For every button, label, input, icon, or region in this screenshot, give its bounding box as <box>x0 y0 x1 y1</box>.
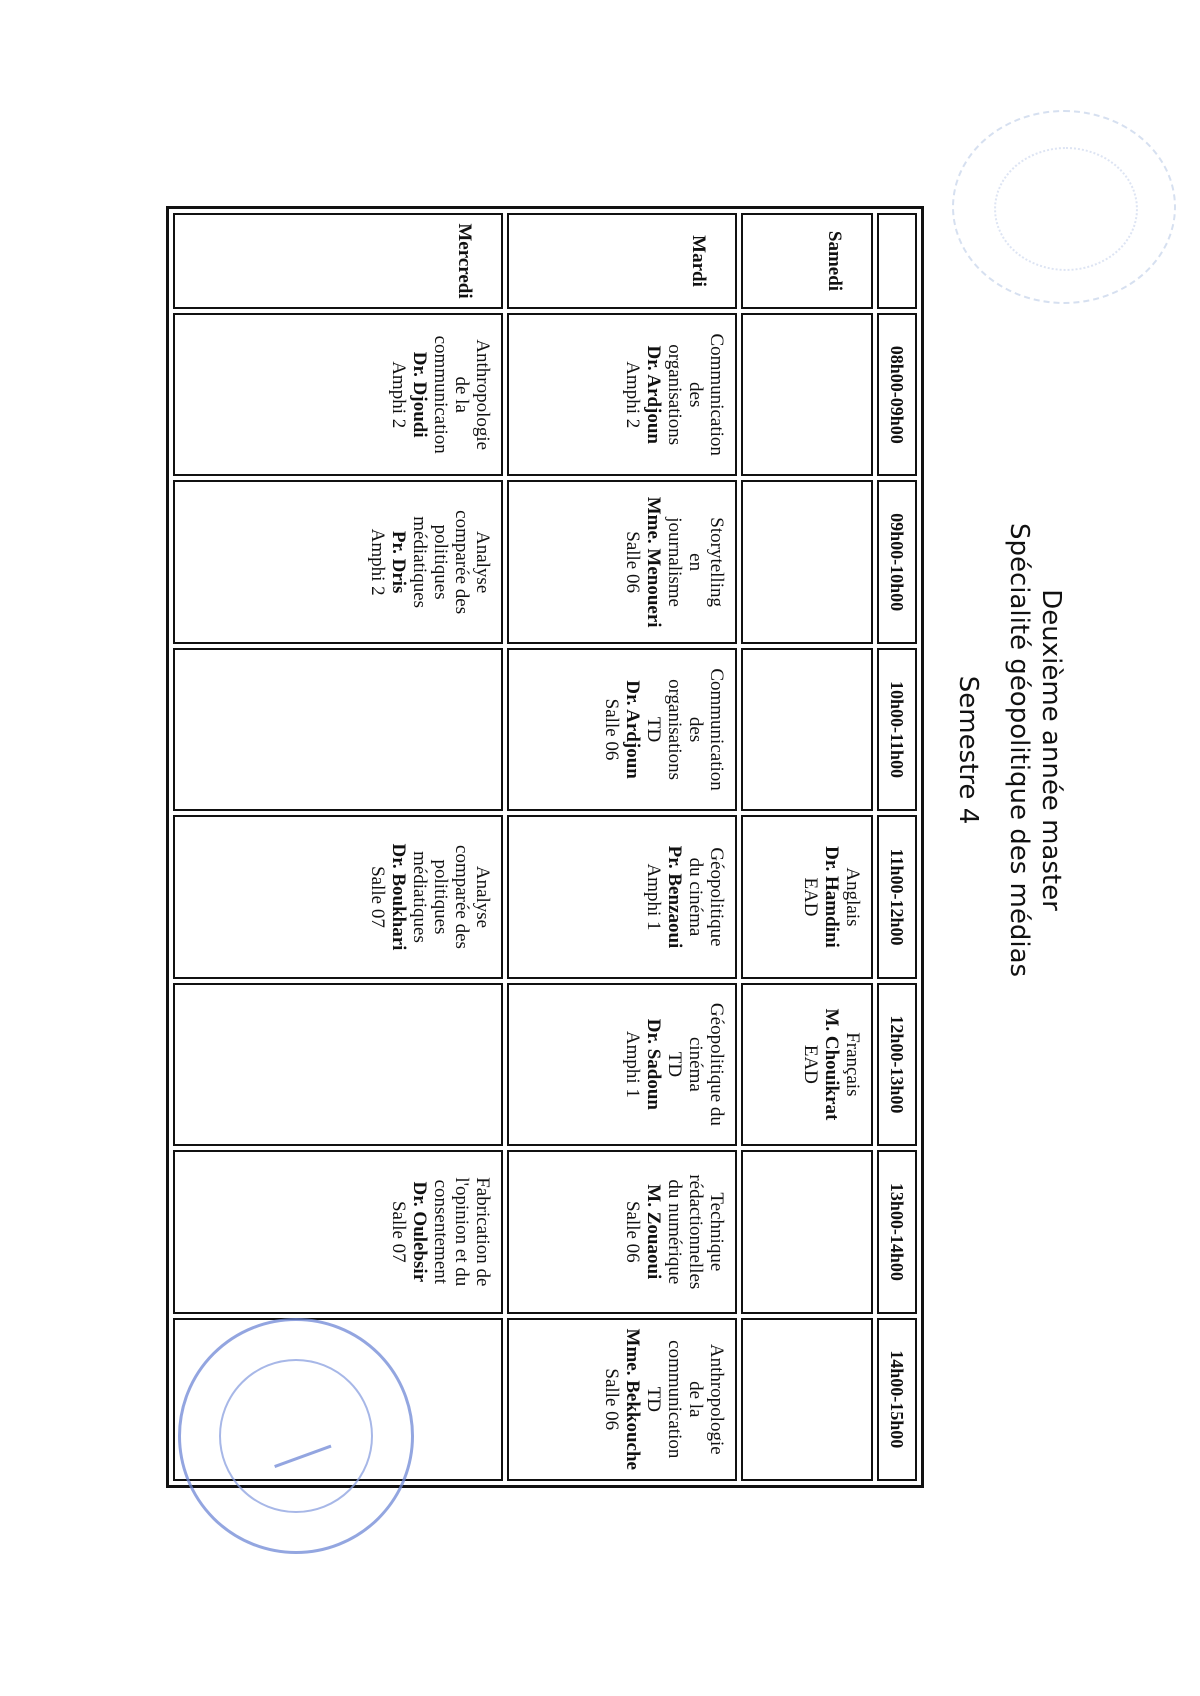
room-name: EAD <box>800 877 821 917</box>
class-cell <box>507 313 737 476</box>
room-name: EAD <box>800 1044 821 1084</box>
time-header: 14h00-15h00 <box>877 1318 917 1481</box>
course-title-line: de la <box>685 1381 706 1418</box>
empty-cell <box>173 983 503 1146</box>
room-name: Amphi 2 <box>367 528 388 596</box>
class-cell <box>741 983 873 1146</box>
room-name: Amphi 1 <box>622 1030 643 1098</box>
day-row <box>741 213 873 1481</box>
teacher-name: Mme. Menoueri <box>643 496 664 628</box>
course-title-line: communication <box>664 1340 685 1459</box>
teacher-name: Dr. Sadoun <box>643 1018 664 1110</box>
class-cell <box>507 1318 737 1481</box>
course-title-line: Anglais <box>842 867 863 927</box>
course-title-line: médiatiques <box>409 851 430 943</box>
course-title-line: Géopolitique du <box>706 1002 727 1126</box>
teacher-name: Dr. Djoudi <box>409 351 430 438</box>
course-title-line: des <box>685 716 706 743</box>
header-row <box>877 213 917 1481</box>
course-title-line: en <box>685 553 706 572</box>
teacher-name: Dr. Ardjoun <box>643 345 664 444</box>
course-title-line: Storytelling <box>706 517 727 607</box>
room-name: Amphi 2 <box>388 361 409 429</box>
room-name: Salle 06 <box>622 1200 643 1263</box>
course-title-line: Technique <box>706 1192 727 1272</box>
course-title-line: cinéma <box>685 1036 706 1092</box>
teacher-name: Pr. Dris <box>388 530 409 594</box>
room-name: Salle 06 <box>601 698 622 761</box>
course-title-line: Analyse <box>472 865 493 929</box>
empty-cell <box>741 1150 873 1313</box>
course-title-line: organisations <box>664 344 685 446</box>
empty-cell <box>741 480 873 643</box>
title-line-1: Deuxième année master <box>1036 589 1066 911</box>
course-title-line: comparée des <box>451 510 472 615</box>
room-name: Amphi 2 <box>622 361 643 429</box>
course-title-line: Communication <box>706 333 727 456</box>
faint-stamp <box>952 110 1176 304</box>
course-title-line: l'opinion et du <box>451 1177 472 1287</box>
course-title-line: Analyse <box>472 531 493 594</box>
day-label: Samedi <box>741 213 873 309</box>
course-title-line: médiatiques <box>409 516 430 609</box>
class-cell <box>507 1150 737 1313</box>
department-stamp <box>178 1318 414 1554</box>
day-label: Mercredi <box>173 213 503 309</box>
course-title-line: journalisme <box>664 517 685 607</box>
teacher-name: M. Chouikrat <box>821 1008 842 1121</box>
class-cell <box>741 815 873 978</box>
class-cell <box>173 313 503 476</box>
course-title-line: communication <box>430 335 451 454</box>
empty-cell <box>741 648 873 811</box>
class-cell <box>507 815 737 978</box>
course-title-line: Français <box>842 1032 863 1097</box>
teacher-name: Dr. Ardjoun <box>622 680 643 779</box>
room-name: Salle 06 <box>601 1368 622 1431</box>
course-title-line: politiques <box>430 859 451 935</box>
empty-cell <box>741 313 873 476</box>
teacher-name: Mme. Bekkouche <box>622 1328 643 1470</box>
teacher-name: Dr. Oulebsir <box>409 1181 430 1283</box>
class-cell <box>173 480 503 643</box>
course-title-line: comparée des <box>451 845 472 949</box>
course-title-line: des <box>685 382 706 408</box>
time-header: 09h00-10h00 <box>877 480 917 643</box>
class-cell <box>507 480 737 643</box>
course-title-line: Anthropologie <box>706 1343 727 1455</box>
room-name: Amphi 1 <box>643 863 664 931</box>
course-title-line: rédactionnelles <box>685 1174 706 1290</box>
class-cell <box>173 1150 503 1313</box>
day-label: Mardi <box>507 213 737 309</box>
course-title-line: Géopolitique <box>706 847 727 947</box>
title-line-2: Spécialité géopolitique des médias <box>1004 522 1034 978</box>
corner-cell <box>877 213 917 309</box>
empty-cell <box>173 648 503 811</box>
teacher-name: Dr. Hamdini <box>821 846 842 948</box>
course-title-line: TD <box>643 1386 664 1412</box>
room-name: Salle 07 <box>388 1200 409 1263</box>
time-header: 10h00-11h00 <box>877 648 917 811</box>
course-title-line: du cinéma <box>685 857 706 937</box>
course-title-line: consentement <box>430 1179 451 1285</box>
course-title-line: Anthropologie <box>472 339 493 451</box>
course-title-line: Communication <box>706 668 727 791</box>
time-header: 13h00-14h00 <box>877 1150 917 1313</box>
course-title-line: TD <box>643 716 664 743</box>
course-title-line: du numérique <box>664 1179 685 1285</box>
time-header: 11h00-12h00 <box>877 815 917 978</box>
course-title-line: TD <box>664 1051 685 1078</box>
course-title-line: politiques <box>430 524 451 600</box>
course-title-line: organisations <box>664 679 685 781</box>
class-cell <box>173 815 503 978</box>
time-header: 12h00-13h00 <box>877 983 917 1146</box>
class-cell <box>507 648 737 811</box>
course-title-line: Fabrication de <box>472 1177 493 1287</box>
room-name: Salle 07 <box>367 866 388 928</box>
teacher-name: Pr. Benzaoui <box>664 845 685 949</box>
title-line-3: Semestre 4 <box>953 675 983 825</box>
class-cell <box>507 983 737 1146</box>
teacher-name: Dr. Boukhari <box>388 843 409 951</box>
day-row <box>507 213 737 1481</box>
room-name: Salle 06 <box>622 531 643 593</box>
course-title-line: de la <box>451 376 472 413</box>
day-row <box>173 213 503 1481</box>
timetable <box>166 206 924 1488</box>
teacher-name: M. Zouaoui <box>643 1184 664 1280</box>
time-header: 08h00-09h00 <box>877 313 917 476</box>
empty-cell <box>741 1318 873 1481</box>
